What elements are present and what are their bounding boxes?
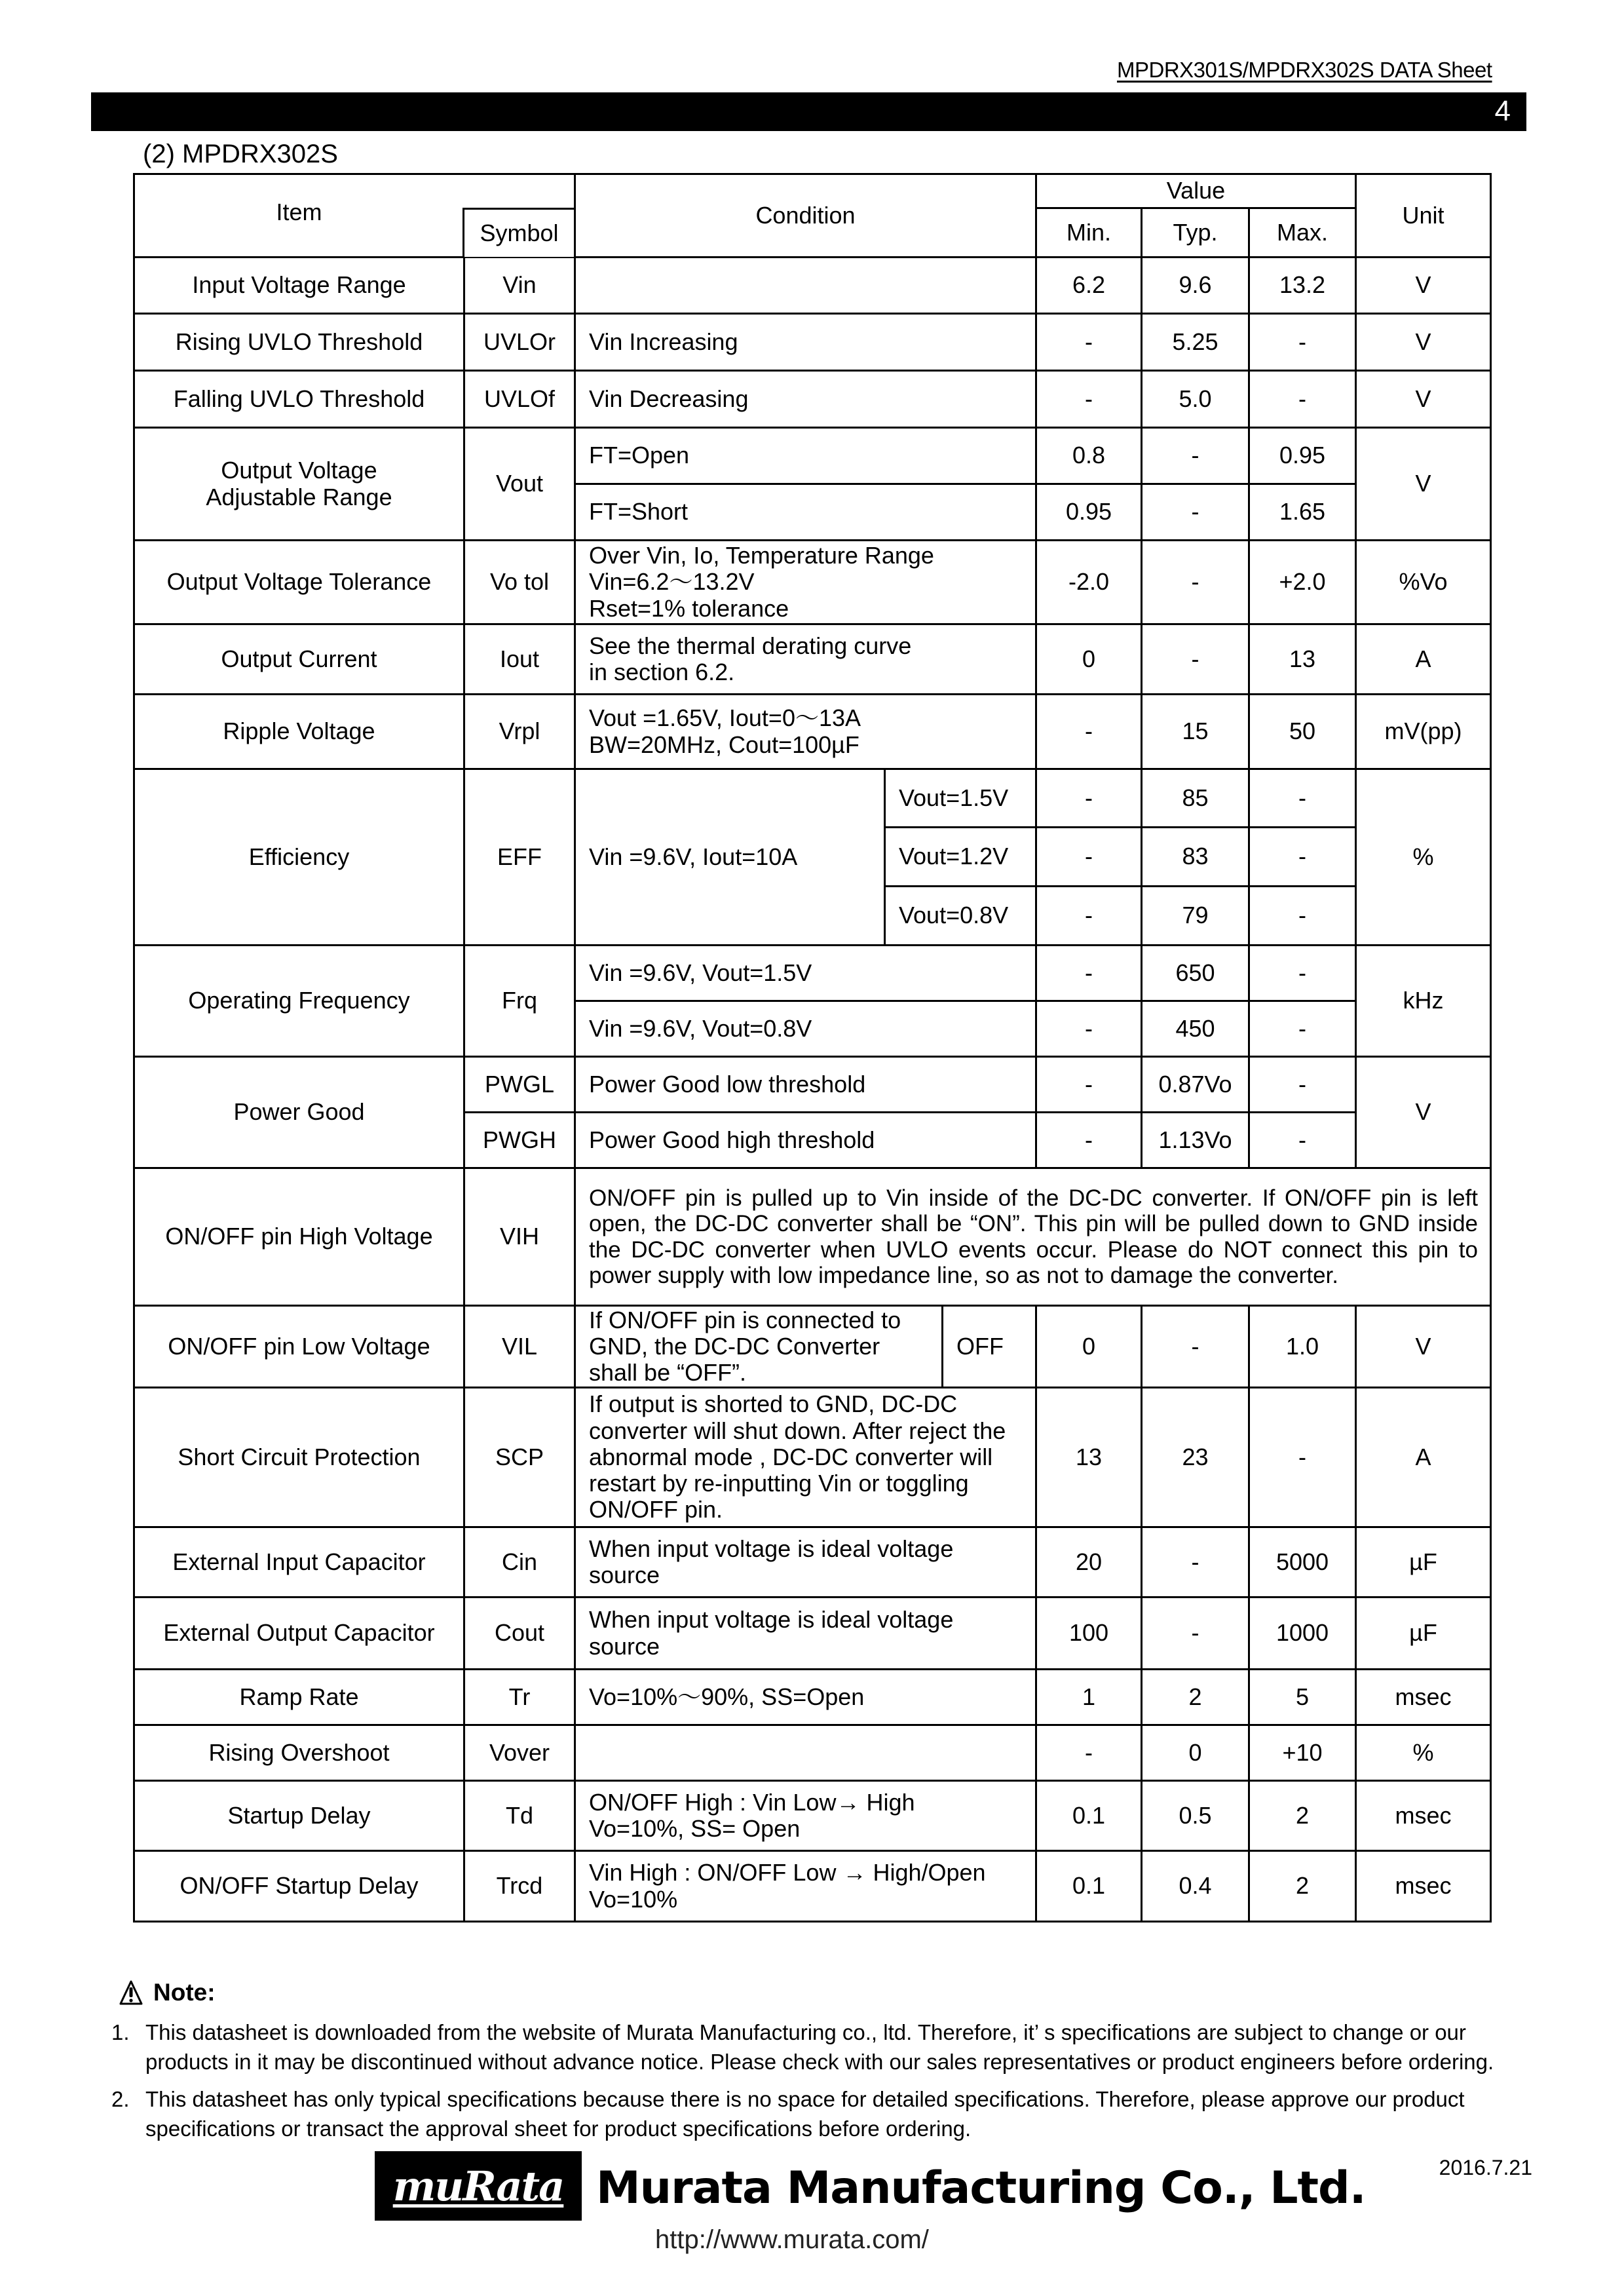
typ-cell: - bbox=[1142, 1527, 1249, 1598]
note-item bbox=[111, 2085, 1513, 2144]
notes-heading bbox=[119, 1979, 1513, 2006]
unit-cell: V bbox=[1356, 314, 1491, 371]
max-cell: 2 bbox=[1249, 1851, 1356, 1922]
condition-cell: Vin Decreasing bbox=[575, 371, 1036, 428]
table-row bbox=[134, 1598, 1491, 1670]
header-unit: Unit bbox=[1356, 174, 1491, 258]
symbol-cell: Tr bbox=[464, 1670, 575, 1725]
item-cell: ON/OFF pin Low Voltage bbox=[134, 1306, 464, 1388]
symbol-cell: PWGL bbox=[464, 1057, 575, 1113]
typ-cell: 5.0 bbox=[1142, 371, 1249, 428]
max-cell: 1000 bbox=[1249, 1598, 1356, 1670]
symbol-cell: Vout bbox=[464, 428, 575, 541]
unit-cell: µF bbox=[1356, 1598, 1491, 1670]
doc-title: MPDRX301S/MPDRX302S DATA Sheet bbox=[1117, 58, 1492, 82]
max-cell: - bbox=[1249, 1057, 1356, 1113]
max-cell: - bbox=[1249, 828, 1356, 887]
max-cell: - bbox=[1249, 1388, 1356, 1527]
murata-logo-text: muRata bbox=[392, 2162, 564, 2210]
condition-cell bbox=[575, 1851, 1036, 1922]
header-symbol bbox=[463, 208, 574, 257]
min-cell: - bbox=[1036, 828, 1142, 887]
min-cell: - bbox=[1036, 695, 1142, 769]
symbol-cell: Vo tol bbox=[464, 541, 575, 624]
unit-cell: A bbox=[1356, 1388, 1491, 1527]
symbol-cell: EFF bbox=[464, 769, 575, 946]
condition-line: converter will shut down. After reject the bbox=[589, 1417, 1006, 1444]
max-cell: - bbox=[1249, 946, 1356, 1001]
max-cell: 0.95 bbox=[1249, 428, 1356, 484]
condition-line: Vin=6.2～13.2V bbox=[589, 568, 755, 596]
max-cell: 50 bbox=[1249, 695, 1356, 769]
murata-logo bbox=[375, 2151, 582, 2221]
condition-line: Rset=1% tolerance bbox=[589, 594, 789, 622]
sub-condition-cell: Vout=1.2V bbox=[885, 828, 1036, 887]
min-cell: 0.1 bbox=[1036, 1851, 1142, 1922]
page-header-bar bbox=[91, 92, 1526, 131]
sub-condition-cell: Vout=1.5V bbox=[885, 769, 1036, 828]
min-cell: - bbox=[1036, 1057, 1142, 1113]
condition-line: ON/OFF pin. bbox=[589, 1496, 723, 1523]
notes-section bbox=[111, 1979, 1513, 2152]
sub-condition-cell: Vout=0.8V bbox=[885, 887, 1036, 946]
min-cell: - bbox=[1036, 769, 1142, 828]
unit-cell: A bbox=[1356, 624, 1491, 695]
condition-cell bbox=[575, 1725, 1036, 1781]
table-row bbox=[134, 428, 1491, 484]
table-row bbox=[134, 258, 1491, 314]
condition-line: Over Vin, Io, Temperature Range bbox=[589, 542, 934, 569]
condition-line: When input voltage is ideal voltage bbox=[589, 1535, 954, 1562]
note-text: This datasheet has only typical specifications because there is no space for detailed specifications. Therefore, please approve our product specifications or transact the approval sheet for product specifications before ordering. bbox=[145, 2086, 1465, 2141]
table-row bbox=[134, 1851, 1491, 1922]
max-cell: +2.0 bbox=[1249, 541, 1356, 624]
item-cell: ON/OFF Startup Delay bbox=[134, 1851, 464, 1922]
company-url[interactable]: http://www.murata.com/ bbox=[655, 2225, 929, 2254]
doc-date: 2016.7.21 bbox=[1439, 2156, 1532, 2179]
min-cell: 0 bbox=[1036, 624, 1142, 695]
typ-cell: 83 bbox=[1142, 828, 1249, 887]
condition-cell bbox=[575, 624, 1036, 695]
max-cell: - bbox=[1249, 1001, 1356, 1057]
max-cell: +10 bbox=[1249, 1725, 1356, 1781]
min-cell: - bbox=[1036, 946, 1142, 1001]
max-cell: - bbox=[1249, 887, 1356, 946]
note-number: 2. bbox=[111, 2086, 130, 2111]
table-row bbox=[134, 624, 1491, 695]
condition-cell: FT=Short bbox=[575, 484, 1036, 541]
condition-cell: Power Good low threshold bbox=[575, 1057, 1036, 1113]
condition-cell bbox=[575, 695, 1036, 769]
max-cell: 2 bbox=[1249, 1781, 1356, 1851]
table-row bbox=[134, 695, 1491, 769]
header-symbol-label: Symbol bbox=[480, 220, 559, 246]
typ-cell: - bbox=[1142, 1598, 1249, 1670]
table-header-row bbox=[134, 174, 1491, 208]
table-row bbox=[134, 1306, 1491, 1388]
condition-line: ON/OFF High : Vin Low→ High bbox=[589, 1788, 915, 1816]
typ-cell: - bbox=[1142, 624, 1249, 695]
item-cell: Output Current bbox=[134, 624, 464, 695]
unit-cell: % bbox=[1356, 1725, 1491, 1781]
item-cell: ON/OFF pin High Voltage bbox=[134, 1168, 464, 1306]
max-cell: - bbox=[1249, 314, 1356, 371]
unit-cell: V bbox=[1356, 1057, 1491, 1168]
state-cell: OFF bbox=[943, 1306, 1036, 1388]
condition-cell: Vin =9.6V, Iout=10A bbox=[575, 769, 885, 946]
table-row bbox=[134, 1527, 1491, 1598]
item-cell: Ripple Voltage bbox=[134, 695, 464, 769]
table-row bbox=[134, 1670, 1491, 1725]
condition-cell bbox=[575, 1388, 1036, 1527]
min-cell: 6.2 bbox=[1036, 258, 1142, 314]
table-row bbox=[134, 1388, 1491, 1527]
item-cell: Power Good bbox=[134, 1057, 464, 1168]
typ-cell: 79 bbox=[1142, 887, 1249, 946]
item-cell: External Input Capacitor bbox=[134, 1527, 464, 1598]
typ-cell: 0.4 bbox=[1142, 1851, 1249, 1922]
typ-cell: - bbox=[1142, 541, 1249, 624]
min-cell: -2.0 bbox=[1036, 541, 1142, 624]
condition-cell bbox=[575, 1306, 943, 1388]
min-cell: - bbox=[1036, 887, 1142, 946]
condition-cell bbox=[575, 1527, 1036, 1598]
condition-line: Vout =1.65V, Iout=0～13A bbox=[589, 704, 861, 732]
typ-cell: 5.25 bbox=[1142, 314, 1249, 371]
page-number: 4 bbox=[1494, 95, 1511, 127]
condition-cell: FT=Open bbox=[575, 428, 1036, 484]
unit-cell: V bbox=[1356, 258, 1491, 314]
min-cell: 0 bbox=[1036, 1306, 1142, 1388]
condition-line: If ON/OFF pin is connected to bbox=[589, 1306, 901, 1333]
condition-line: If output is shorted to GND, DC-DC bbox=[589, 1390, 958, 1418]
company-name: Murata Manufacturing Co., Ltd. bbox=[596, 2162, 1366, 2214]
item-cell: Rising Overshoot bbox=[134, 1725, 464, 1781]
condition-line: shall be “OFF”. bbox=[589, 1359, 747, 1387]
max-cell: - bbox=[1249, 1113, 1356, 1168]
condition-line: When input voltage is ideal voltage bbox=[589, 1606, 954, 1634]
unit-cell: V bbox=[1356, 428, 1491, 541]
max-cell: - bbox=[1249, 371, 1356, 428]
min-cell: 0.95 bbox=[1036, 484, 1142, 541]
typ-cell: - bbox=[1142, 1306, 1249, 1388]
condition-cell: Power Good high threshold bbox=[575, 1113, 1036, 1168]
symbol-cell: Iout bbox=[464, 624, 575, 695]
max-cell: 5000 bbox=[1249, 1527, 1356, 1598]
item-cell: External Output Capacitor bbox=[134, 1598, 464, 1670]
unit-cell: µF bbox=[1356, 1527, 1491, 1598]
item-cell: Efficiency bbox=[134, 769, 464, 946]
item-cell: Ramp Rate bbox=[134, 1670, 464, 1725]
condition-cell: Vin Increasing bbox=[575, 314, 1036, 371]
unit-cell: msec bbox=[1356, 1670, 1491, 1725]
typ-cell: 2 bbox=[1142, 1670, 1249, 1725]
min-cell: 1 bbox=[1036, 1670, 1142, 1725]
section-title: (2) MPDRX302S bbox=[143, 140, 338, 168]
table-row bbox=[134, 1168, 1491, 1306]
unit-cell: V bbox=[1356, 1306, 1491, 1388]
item-cell: Startup Delay bbox=[134, 1781, 464, 1851]
header-value: Value bbox=[1036, 174, 1356, 208]
typ-cell: 15 bbox=[1142, 695, 1249, 769]
min-cell: 13 bbox=[1036, 1388, 1142, 1527]
condition-cell bbox=[575, 1598, 1036, 1670]
symbol-cell: Cout bbox=[464, 1598, 575, 1670]
symbol-cell: UVLOf bbox=[464, 371, 575, 428]
condition-cell: ON/OFF pin is pulled up to Vin inside of the DC-DC converter. If ON/OFF pin is left open, the DC-DC converter shall be “ON”. This pin will be pulled down to GND inside the DC-DC converter when UVLO events occur. Please do NOT connect this pin to power supply with low impedance line, so as not to damage the converter. bbox=[575, 1168, 1491, 1306]
typ-cell: - bbox=[1142, 428, 1249, 484]
condition-line: GND, the DC-DC Converter bbox=[589, 1332, 880, 1360]
typ-cell: 85 bbox=[1142, 769, 1249, 828]
max-cell: 13.2 bbox=[1249, 258, 1356, 314]
condition-line: restart by re-inputting Vin or toggling bbox=[589, 1470, 969, 1497]
condition-cell: Vin =9.6V, Vout=0.8V bbox=[575, 1001, 1036, 1057]
unit-cell: mV(pp) bbox=[1356, 695, 1491, 769]
note-number: 1. bbox=[111, 2020, 130, 2044]
symbol-cell: Cin bbox=[464, 1527, 575, 1598]
condition-line: Vin High : ON/OFF Low → High/Open bbox=[589, 1859, 986, 1886]
condition-line: See the thermal derating curve bbox=[589, 632, 912, 659]
item-cell: Input Voltage Range bbox=[134, 258, 464, 314]
unit-cell: msec bbox=[1356, 1851, 1491, 1922]
typ-cell: 23 bbox=[1142, 1388, 1249, 1527]
typ-cell: 0 bbox=[1142, 1725, 1249, 1781]
table-row bbox=[134, 541, 1491, 624]
min-cell: - bbox=[1036, 1725, 1142, 1781]
min-cell: - bbox=[1036, 314, 1142, 371]
min-cell: - bbox=[1036, 1113, 1142, 1168]
symbol-cell: SCP bbox=[464, 1388, 575, 1527]
symbol-cell: Vin bbox=[464, 258, 575, 314]
item-cell: Output Voltage Tolerance bbox=[134, 541, 464, 624]
condition-cell bbox=[575, 541, 1036, 624]
condition-line: Vo=10% bbox=[589, 1885, 678, 1913]
typ-cell: 450 bbox=[1142, 1001, 1249, 1057]
max-cell: 1.65 bbox=[1249, 484, 1356, 541]
unit-cell: % bbox=[1356, 769, 1491, 946]
max-cell: - bbox=[1249, 769, 1356, 828]
item-cell: Rising UVLO Threshold bbox=[134, 314, 464, 371]
item-cell: Short Circuit Protection bbox=[134, 1388, 464, 1527]
table-row bbox=[134, 769, 1491, 828]
condition-cell: Vo=10%～90%, SS=Open bbox=[575, 1670, 1036, 1725]
typ-cell: 650 bbox=[1142, 946, 1249, 1001]
unit-cell: kHz bbox=[1356, 946, 1491, 1057]
min-cell: 0.1 bbox=[1036, 1781, 1142, 1851]
item-line: Adjustable Range bbox=[206, 483, 392, 510]
header-min: Min. bbox=[1036, 208, 1142, 258]
symbol-cell: PWGH bbox=[464, 1113, 575, 1168]
header-condition: Condition bbox=[575, 174, 1036, 258]
condition-line: source bbox=[589, 1561, 660, 1588]
unit-cell: %Vo bbox=[1356, 541, 1491, 624]
notes-heading-label: Note: bbox=[153, 1979, 216, 2006]
unit-cell: V bbox=[1356, 371, 1491, 428]
table-row bbox=[134, 371, 1491, 428]
table-row bbox=[134, 1725, 1491, 1781]
typ-cell: 9.6 bbox=[1142, 258, 1249, 314]
typ-cell: - bbox=[1142, 484, 1249, 541]
item-cell: Falling UVLO Threshold bbox=[134, 371, 464, 428]
min-cell: 0.8 bbox=[1036, 428, 1142, 484]
typ-cell: 0.5 bbox=[1142, 1781, 1249, 1851]
note-text: This datasheet is downloaded from the website of Murata Manufacturing co., ltd. Therefore, it’ s specifications are subject to change or our products in it may be discontinued without advance notice. Please check with our sales representatives or product engineers before ordering. bbox=[145, 2020, 1494, 2074]
condition-line: source bbox=[589, 1632, 660, 1660]
item-line: Output Voltage bbox=[221, 457, 377, 484]
header-typ: Typ. bbox=[1142, 208, 1249, 258]
warning-triangle-icon bbox=[119, 1980, 143, 2006]
condition-line: abnormal mode , DC-DC converter will bbox=[589, 1443, 993, 1470]
symbol-cell: Vrpl bbox=[464, 695, 575, 769]
symbol-cell: Frq bbox=[464, 946, 575, 1057]
item-cell: Operating Frequency bbox=[134, 946, 464, 1057]
typ-cell: 1.13Vo bbox=[1142, 1113, 1249, 1168]
min-cell: - bbox=[1036, 1001, 1142, 1057]
symbol-cell: VIH bbox=[464, 1168, 575, 1306]
table-row bbox=[134, 314, 1491, 371]
note-item bbox=[111, 2018, 1513, 2077]
max-cell: 5 bbox=[1249, 1670, 1356, 1725]
item-cell bbox=[134, 428, 464, 541]
table-row bbox=[134, 1057, 1491, 1113]
min-cell: 100 bbox=[1036, 1598, 1142, 1670]
symbol-cell: UVLOr bbox=[464, 314, 575, 371]
symbol-cell: VIL bbox=[464, 1306, 575, 1388]
min-cell: - bbox=[1036, 371, 1142, 428]
symbol-cell: Td bbox=[464, 1781, 575, 1851]
max-cell: 13 bbox=[1249, 624, 1356, 695]
table-row bbox=[134, 1781, 1491, 1851]
symbol-cell: Vover bbox=[464, 1725, 575, 1781]
unit-cell: msec bbox=[1356, 1781, 1491, 1851]
table-row bbox=[134, 946, 1491, 1001]
spec-table bbox=[133, 173, 1492, 1923]
condition-cell bbox=[575, 1781, 1036, 1851]
typ-cell: 0.87Vo bbox=[1142, 1057, 1249, 1113]
header-item: Item bbox=[276, 198, 322, 225]
condition-line: BW=20MHz, Cout=100µF bbox=[589, 731, 859, 758]
min-cell: 20 bbox=[1036, 1527, 1142, 1598]
condition-cell bbox=[575, 258, 1036, 314]
condition-line: in section 6.2. bbox=[589, 659, 735, 685]
max-cell: 1.0 bbox=[1249, 1306, 1356, 1388]
condition-cell: Vin =9.6V, Vout=1.5V bbox=[575, 946, 1036, 1001]
symbol-cell: Trcd bbox=[464, 1851, 575, 1922]
condition-line: Vo=10%, SS= Open bbox=[589, 1815, 801, 1842]
header-max: Max. bbox=[1249, 208, 1356, 258]
